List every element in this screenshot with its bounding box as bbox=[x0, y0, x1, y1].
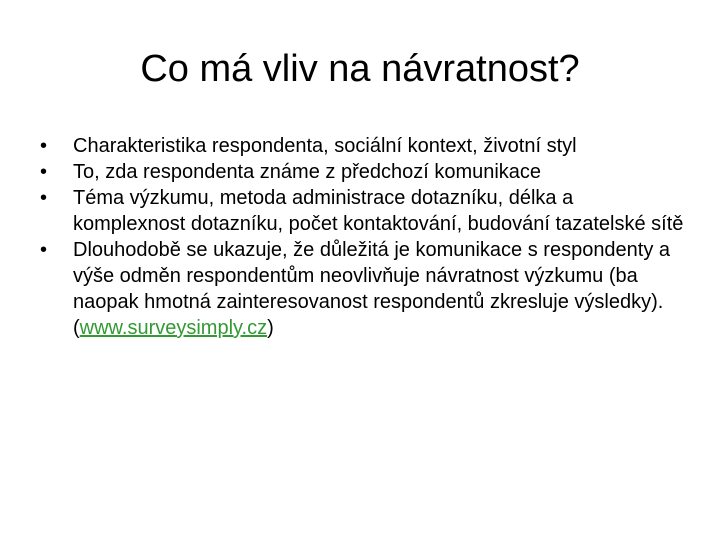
list-item bbox=[40, 159, 690, 185]
bullet-icon: • bbox=[40, 135, 48, 157]
list-item bbox=[40, 185, 690, 237]
bullet-text: Dlouhodobě se ukazuje, že důležitá je komunikace s respondenty a výše odměn respondentům neovlivňuje návratnost výzkumu (ba naopak hmotná zainteresovanost respondentů zkresluje výsledky). bbox=[73, 239, 671, 313]
bullet-text: Téma výzkumu, metoda administrace dotazníku, délka a komplexnost dotazníku, počet kontaktování, budování tazatelské sítě bbox=[73, 187, 684, 235]
bullet-icon: • bbox=[40, 187, 48, 209]
bullet-text: Charakteristika respondenta, sociální kontext, životní styl bbox=[73, 135, 577, 157]
list-item bbox=[40, 237, 690, 341]
bullet-text: To, zda respondenta známe z předchozí komunikace bbox=[73, 161, 542, 183]
bullet-list bbox=[40, 133, 690, 341]
list-item bbox=[40, 133, 690, 159]
paren-close: ) bbox=[267, 317, 274, 339]
paren-open: ( bbox=[73, 317, 80, 339]
bullet-icon: • bbox=[40, 161, 48, 183]
slide-title: Co má vliv na návratnost? bbox=[140, 48, 580, 90]
surveysimply-link[interactable]: www.surveysimply.cz bbox=[79, 317, 268, 339]
bullet-icon: • bbox=[40, 239, 48, 261]
